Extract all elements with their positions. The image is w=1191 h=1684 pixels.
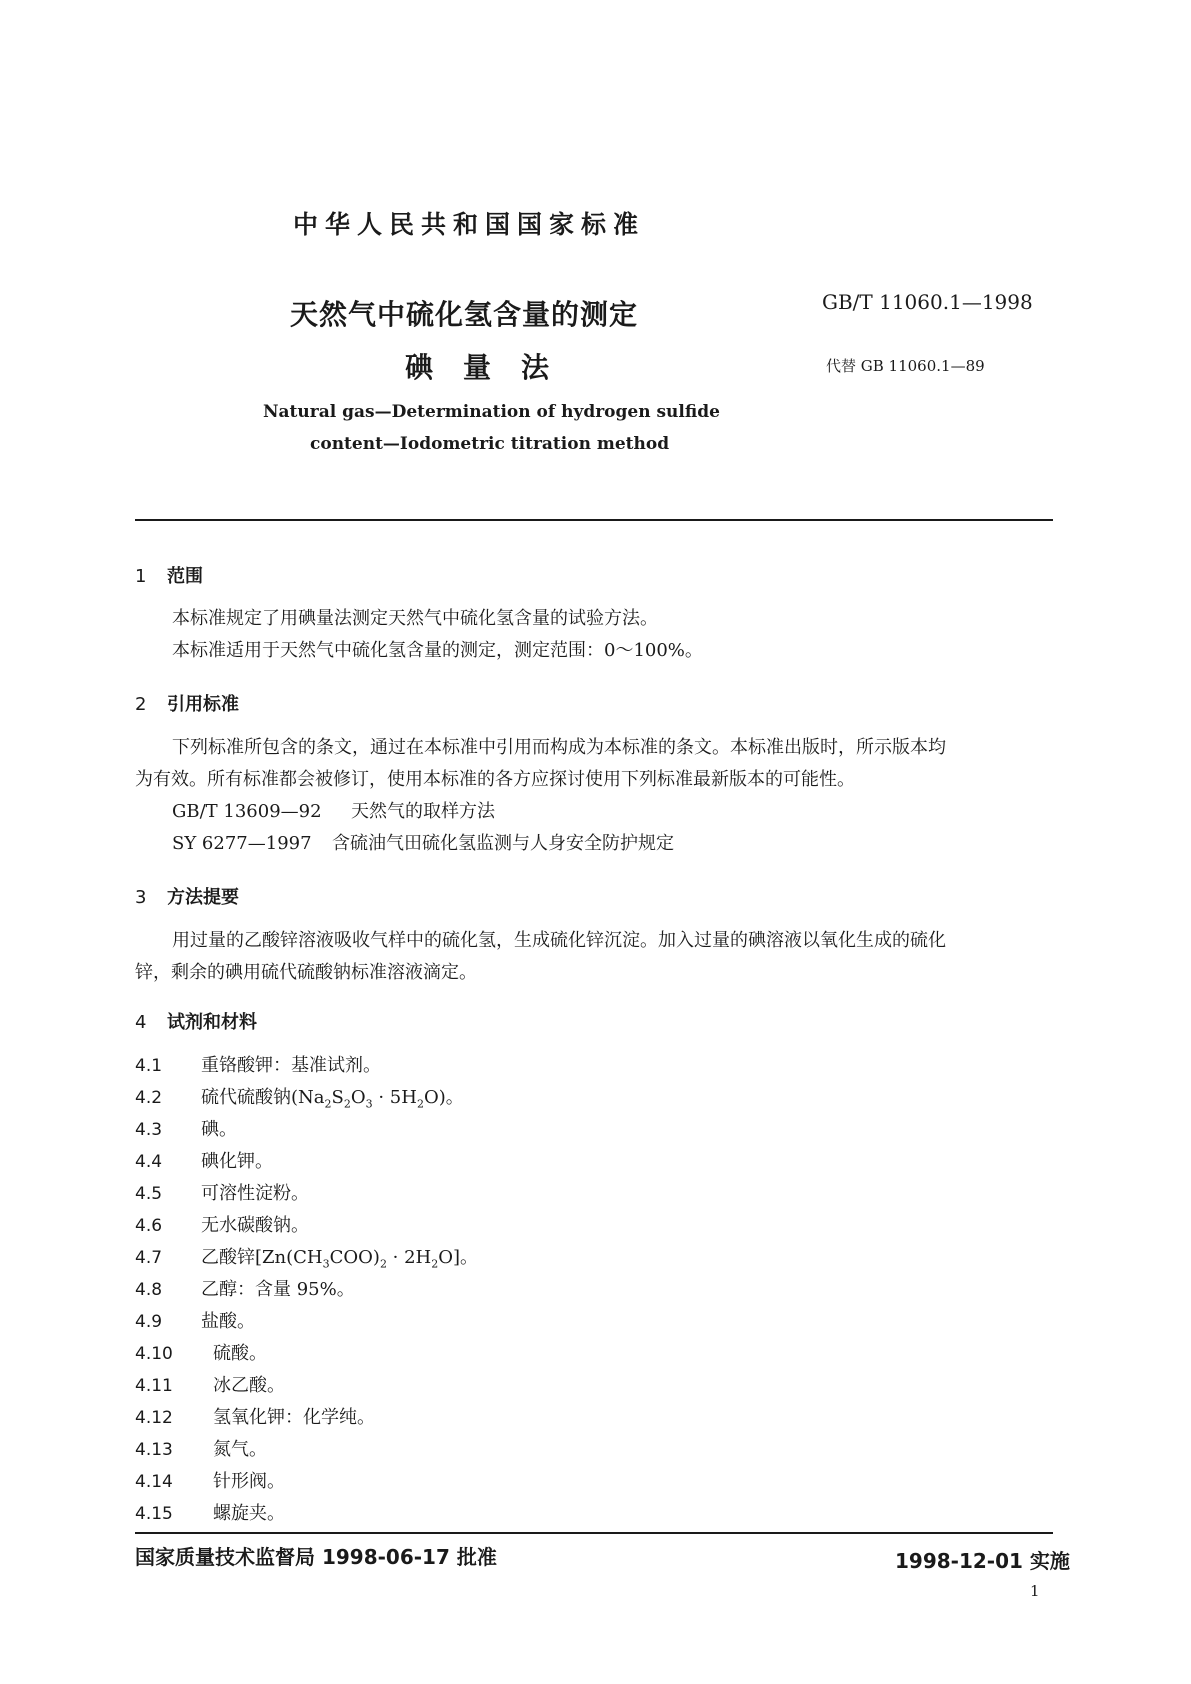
item-text: 螺旋夹。 [213,1503,285,1524]
section-title: 引用标准 [167,694,239,715]
item-text: 乙醇：含量 95%。 [201,1279,355,1300]
item-number: 4.12 [135,1408,173,1428]
item-number: 4.2 [135,1088,163,1108]
english-title-line-1: Natural gas—Determination of hydrogen sulfide [263,402,720,422]
item-number: 4.15 [135,1504,173,1524]
reference-code: GB/T 13609—92 [172,801,322,822]
section-heading-2 [135,690,239,716]
national-standard-title: 中华人民共和国国家标准 [293,210,646,239]
reagent-item [135,1275,355,1301]
reagent-item [135,1499,285,1525]
reagent-item [135,1051,381,1077]
section-number: 1 [135,566,147,587]
reagent-item [135,1115,237,1141]
item-number: 4.6 [135,1216,163,1236]
item-number: 4.5 [135,1184,163,1204]
effective-date: 1998-12-01 实施 [895,1549,1070,1573]
item-number: 4.1 [135,1056,163,1076]
item-number: 4.3 [135,1120,163,1140]
item-number: 4.7 [135,1248,163,1268]
paragraph-line: 用过量的乙酸锌溶液吸收气样中的硫化氢，生成硫化锌沉淀。加入过量的碘溶液以氧化生成的硫化 [172,930,946,951]
section-title: 方法提要 [167,887,239,908]
reagent-item [135,1403,375,1429]
page-number: 1 [1030,1582,1040,1600]
item-text: 针形阀。 [213,1471,285,1492]
reference-title: 含硫油气田硫化氢监测与人身安全防护规定 [332,833,674,854]
english-title-line-2: content—Iodometric titration method [310,434,670,454]
paragraph: 本标准规定了用碘量法测定天然气中硫化氢含量的试验方法。 [172,608,658,629]
reagent-item [135,1467,285,1493]
item-text: 乙酸锌$[Zn(CH_3COO)_2 \cdot 2H_2O]$。 [201,1247,479,1271]
paragraph: 本标准适用于天然气中硫化氢含量的测定，测定范围：0～100%。 [172,640,703,661]
reagent-item [135,1179,309,1205]
section-title: 范围 [167,566,203,587]
standard-replaces: 代替 GB 11060.1—89 [826,357,985,375]
item-number: 4.10 [135,1344,173,1364]
item-text: 氮气。 [213,1439,267,1460]
section-heading-1 [135,562,203,588]
section-title: 试剂和材料 [167,1012,257,1033]
reagent-item [135,1435,267,1461]
section-number: 2 [135,694,147,715]
paragraph-line: 下列标准所包含的条文，通过在本标准中引用而构成为本标准的条文。本标准出版时，所示版本均 [172,737,946,758]
item-text: 冰乙酸。 [213,1375,285,1396]
reagent-item [135,1243,478,1271]
reagent-item [135,1371,285,1397]
section-number: 3 [135,887,147,908]
reagent-item [135,1307,255,1333]
reference-entry [172,797,495,823]
item-text: 碘化钾。 [201,1151,273,1172]
paragraph-line: 锌，剩余的碘用硫代硫酸钠标准溶液滴定。 [135,962,477,983]
paragraph-line: 为有效。所有标准都会被修订，使用本标准的各方应探讨使用下列标准最新版本的可能性。 [135,769,855,790]
reagent-item [135,1211,309,1237]
document-subtitle-method: 碘量法 [405,351,580,384]
item-number: 4.13 [135,1440,173,1460]
header-divider [135,519,1053,521]
item-text: 重铬酸钾：基准试剂。 [201,1055,381,1076]
reference-title: 天然气的取样方法 [351,801,495,822]
standard-code: GB/T 11060.1—1998 [822,290,1033,314]
reagent-item [135,1083,464,1111]
item-text: 可溶性淀粉。 [201,1183,309,1204]
item-text: 硫代硫酸钠$(Na_2S_2O_3 \cdot 5H_2O)$。 [201,1087,464,1111]
section-heading-3 [135,883,239,909]
reagent-item [135,1339,267,1365]
footer-divider [135,1532,1053,1534]
reference-code: SY 6277—1997 [172,833,312,854]
reagent-item [135,1147,273,1173]
item-text: 无水碳酸钠。 [201,1215,309,1236]
item-text: 硫酸。 [213,1343,267,1364]
section-heading-4 [135,1008,257,1034]
item-text: 碘。 [201,1119,237,1140]
item-text: 盐酸。 [201,1311,255,1332]
item-number: 4.4 [135,1152,163,1172]
item-number: 4.14 [135,1472,173,1492]
approval-line: 国家质量技术监督局 1998-06-17 批准 [135,1545,497,1569]
item-number: 4.11 [135,1376,173,1396]
item-number: 4.9 [135,1312,163,1332]
document-title: 天然气中硫化氢含量的测定 [290,298,639,331]
reference-entry [172,829,674,855]
item-number: 4.8 [135,1280,163,1300]
section-number: 4 [135,1012,147,1033]
item-text: 氢氧化钾：化学纯。 [213,1407,375,1428]
